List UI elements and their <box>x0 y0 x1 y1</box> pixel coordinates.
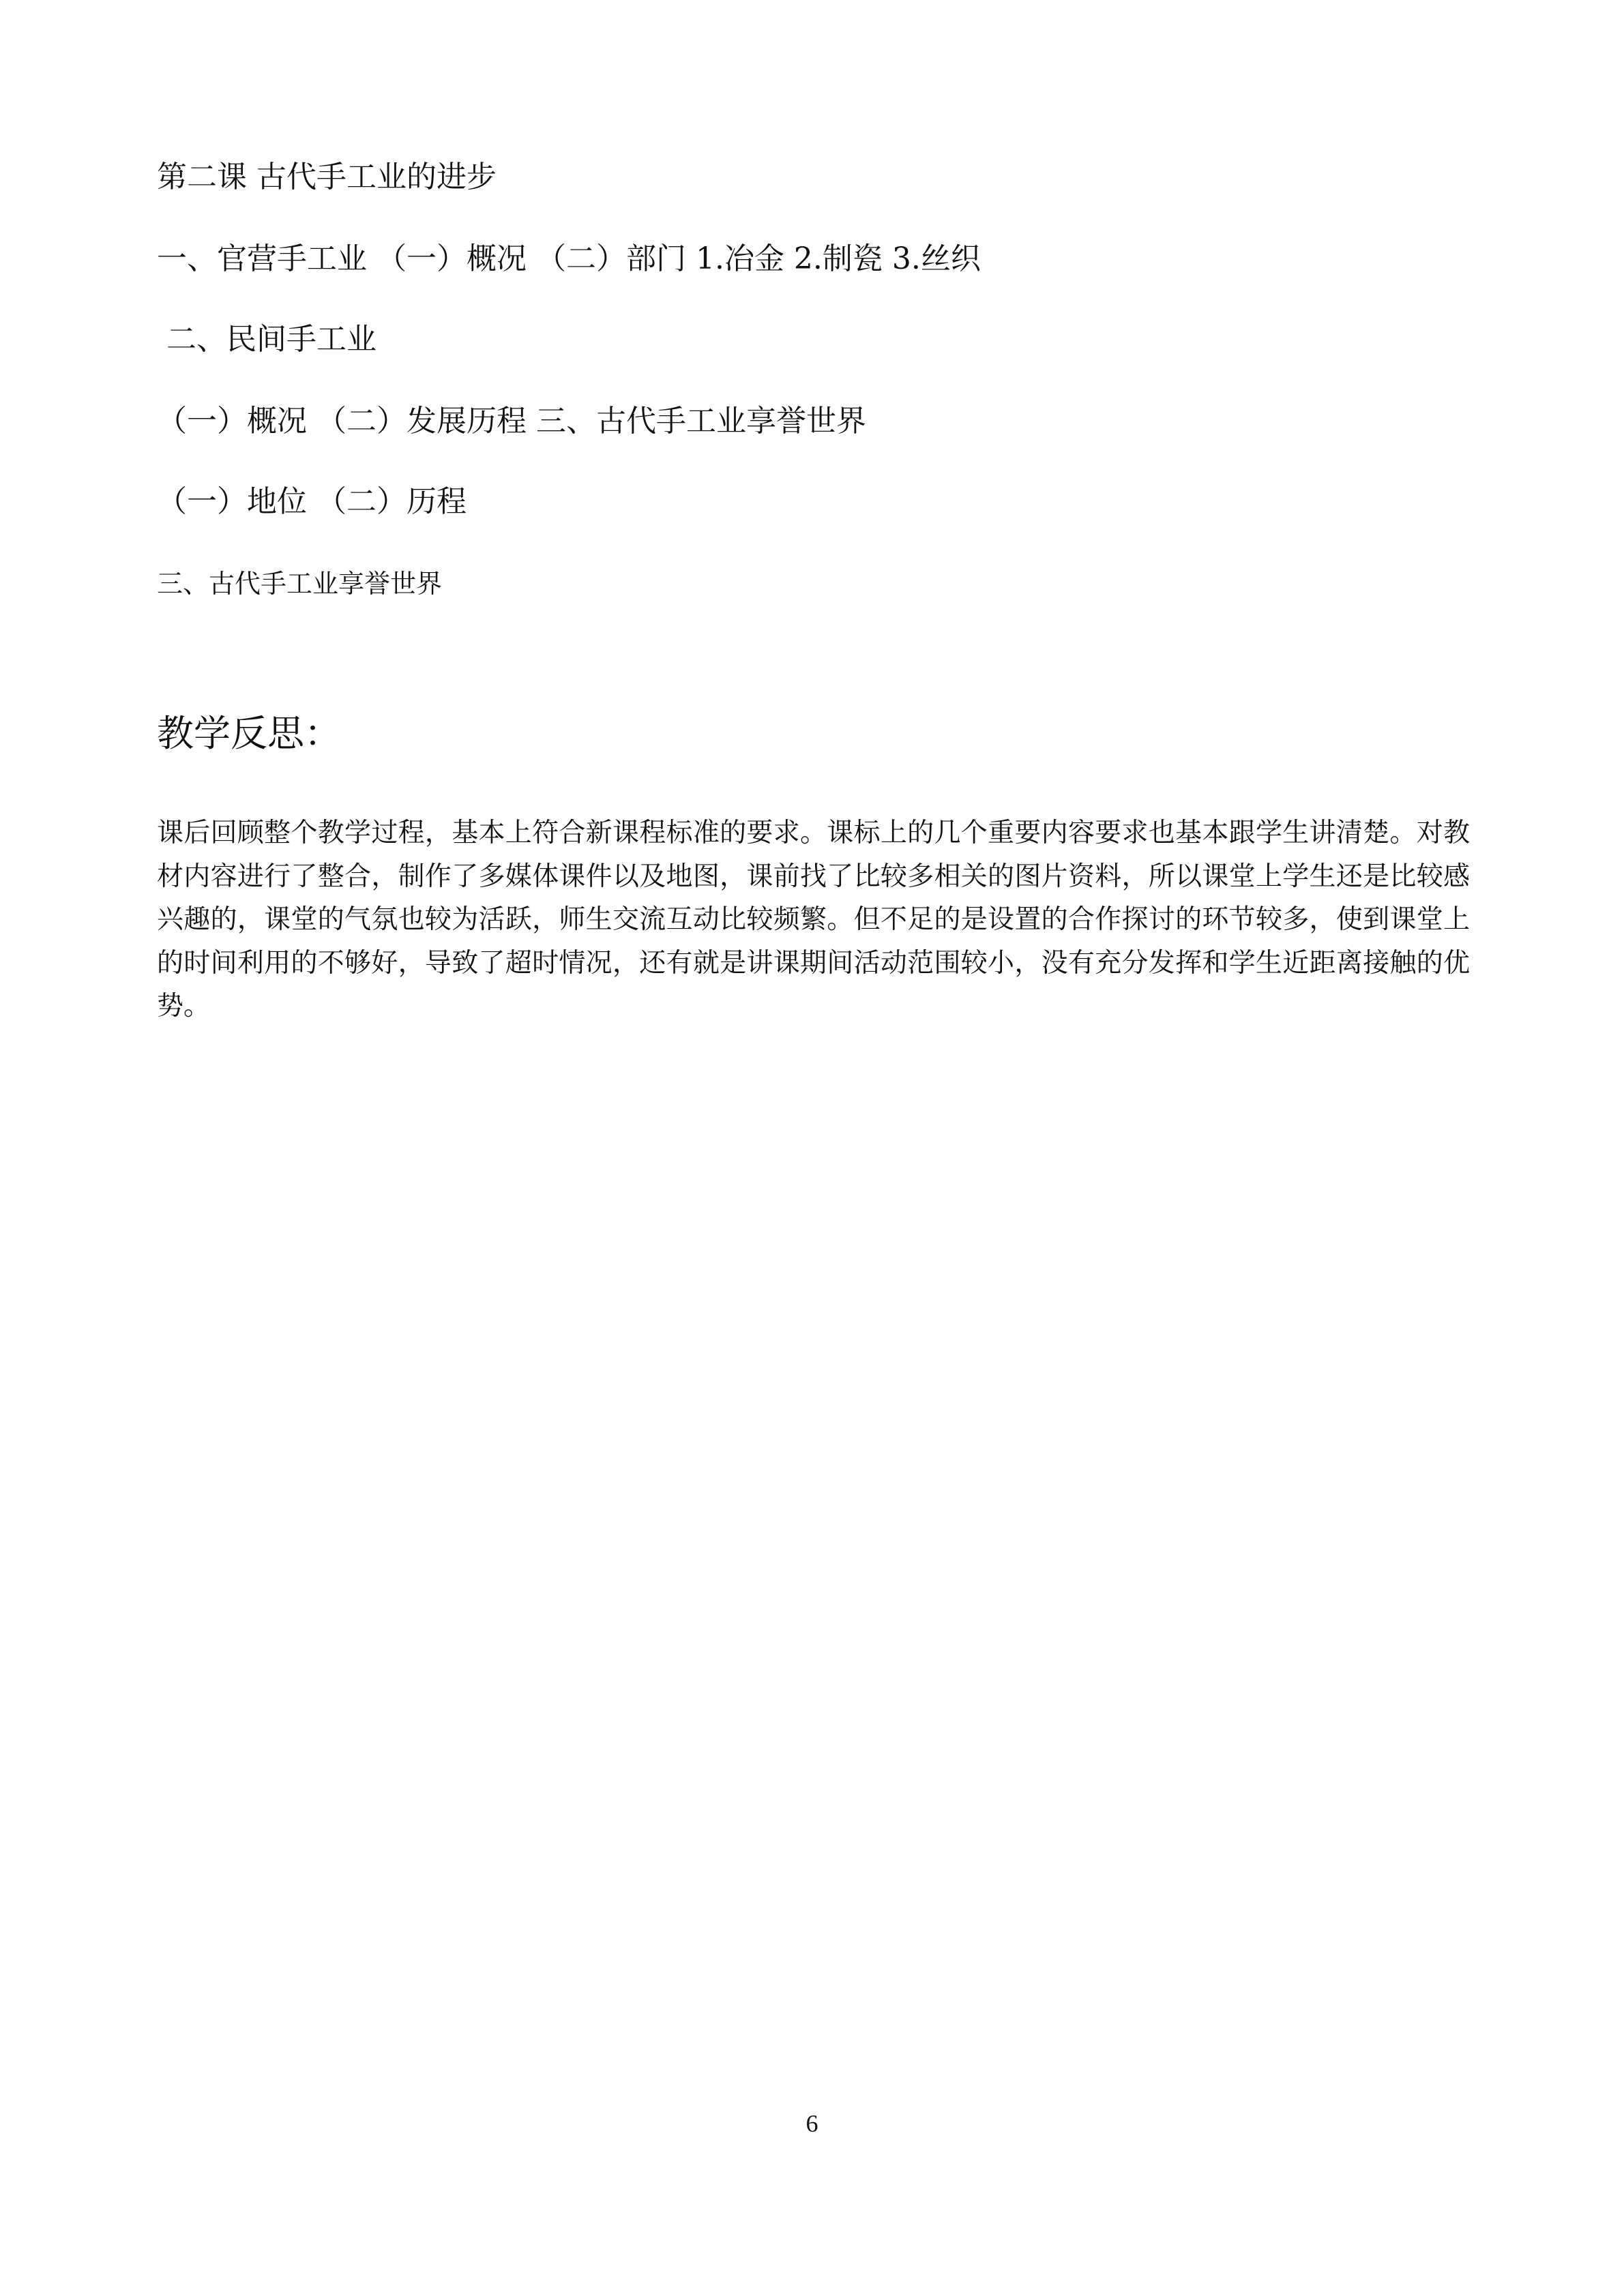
outline-line-1: 一、官营手工业 （一）概况 （二）部门 1.冶金 2.制瓷 3.丝织 <box>157 241 981 276</box>
reflection-paragraph: 课后回顾整个教学过程，基本上符合新课程标准的要求。课标上的几个重要内容要求也基本跟学生讲清楚。对教材内容进行了整合，制作了多媒体课件以及地图，课前找了比较多相关的图片资料，所以课堂上学生还是比较感兴趣的，课堂的气氛也较为活跃，师生交流互动比较频繁。但不足的是设置的合作探讨的环节较多，使到课堂上的时间利用的不够好，导致了超时情况，还有就是讲课期间活动范围较小，没有充分发挥和学生近距离接触的优势。 <box>157 818 1470 1022</box>
outline-line-3: （一）概况 （二）发展历程 三、古代手工业享誉世界 <box>157 404 866 438</box>
page-number: 6 <box>806 2110 818 2137</box>
lesson-title: 第二课 古代手工业的进步 <box>157 160 497 194</box>
outline-line-4: （一）地位 （二）历程 <box>157 484 467 519</box>
outline-line-2: 二、民间手工业 <box>157 322 377 357</box>
reflection-heading: 教学反思： <box>157 712 341 755</box>
section-three-line: 三、古代手工业享誉世界 <box>157 569 443 599</box>
